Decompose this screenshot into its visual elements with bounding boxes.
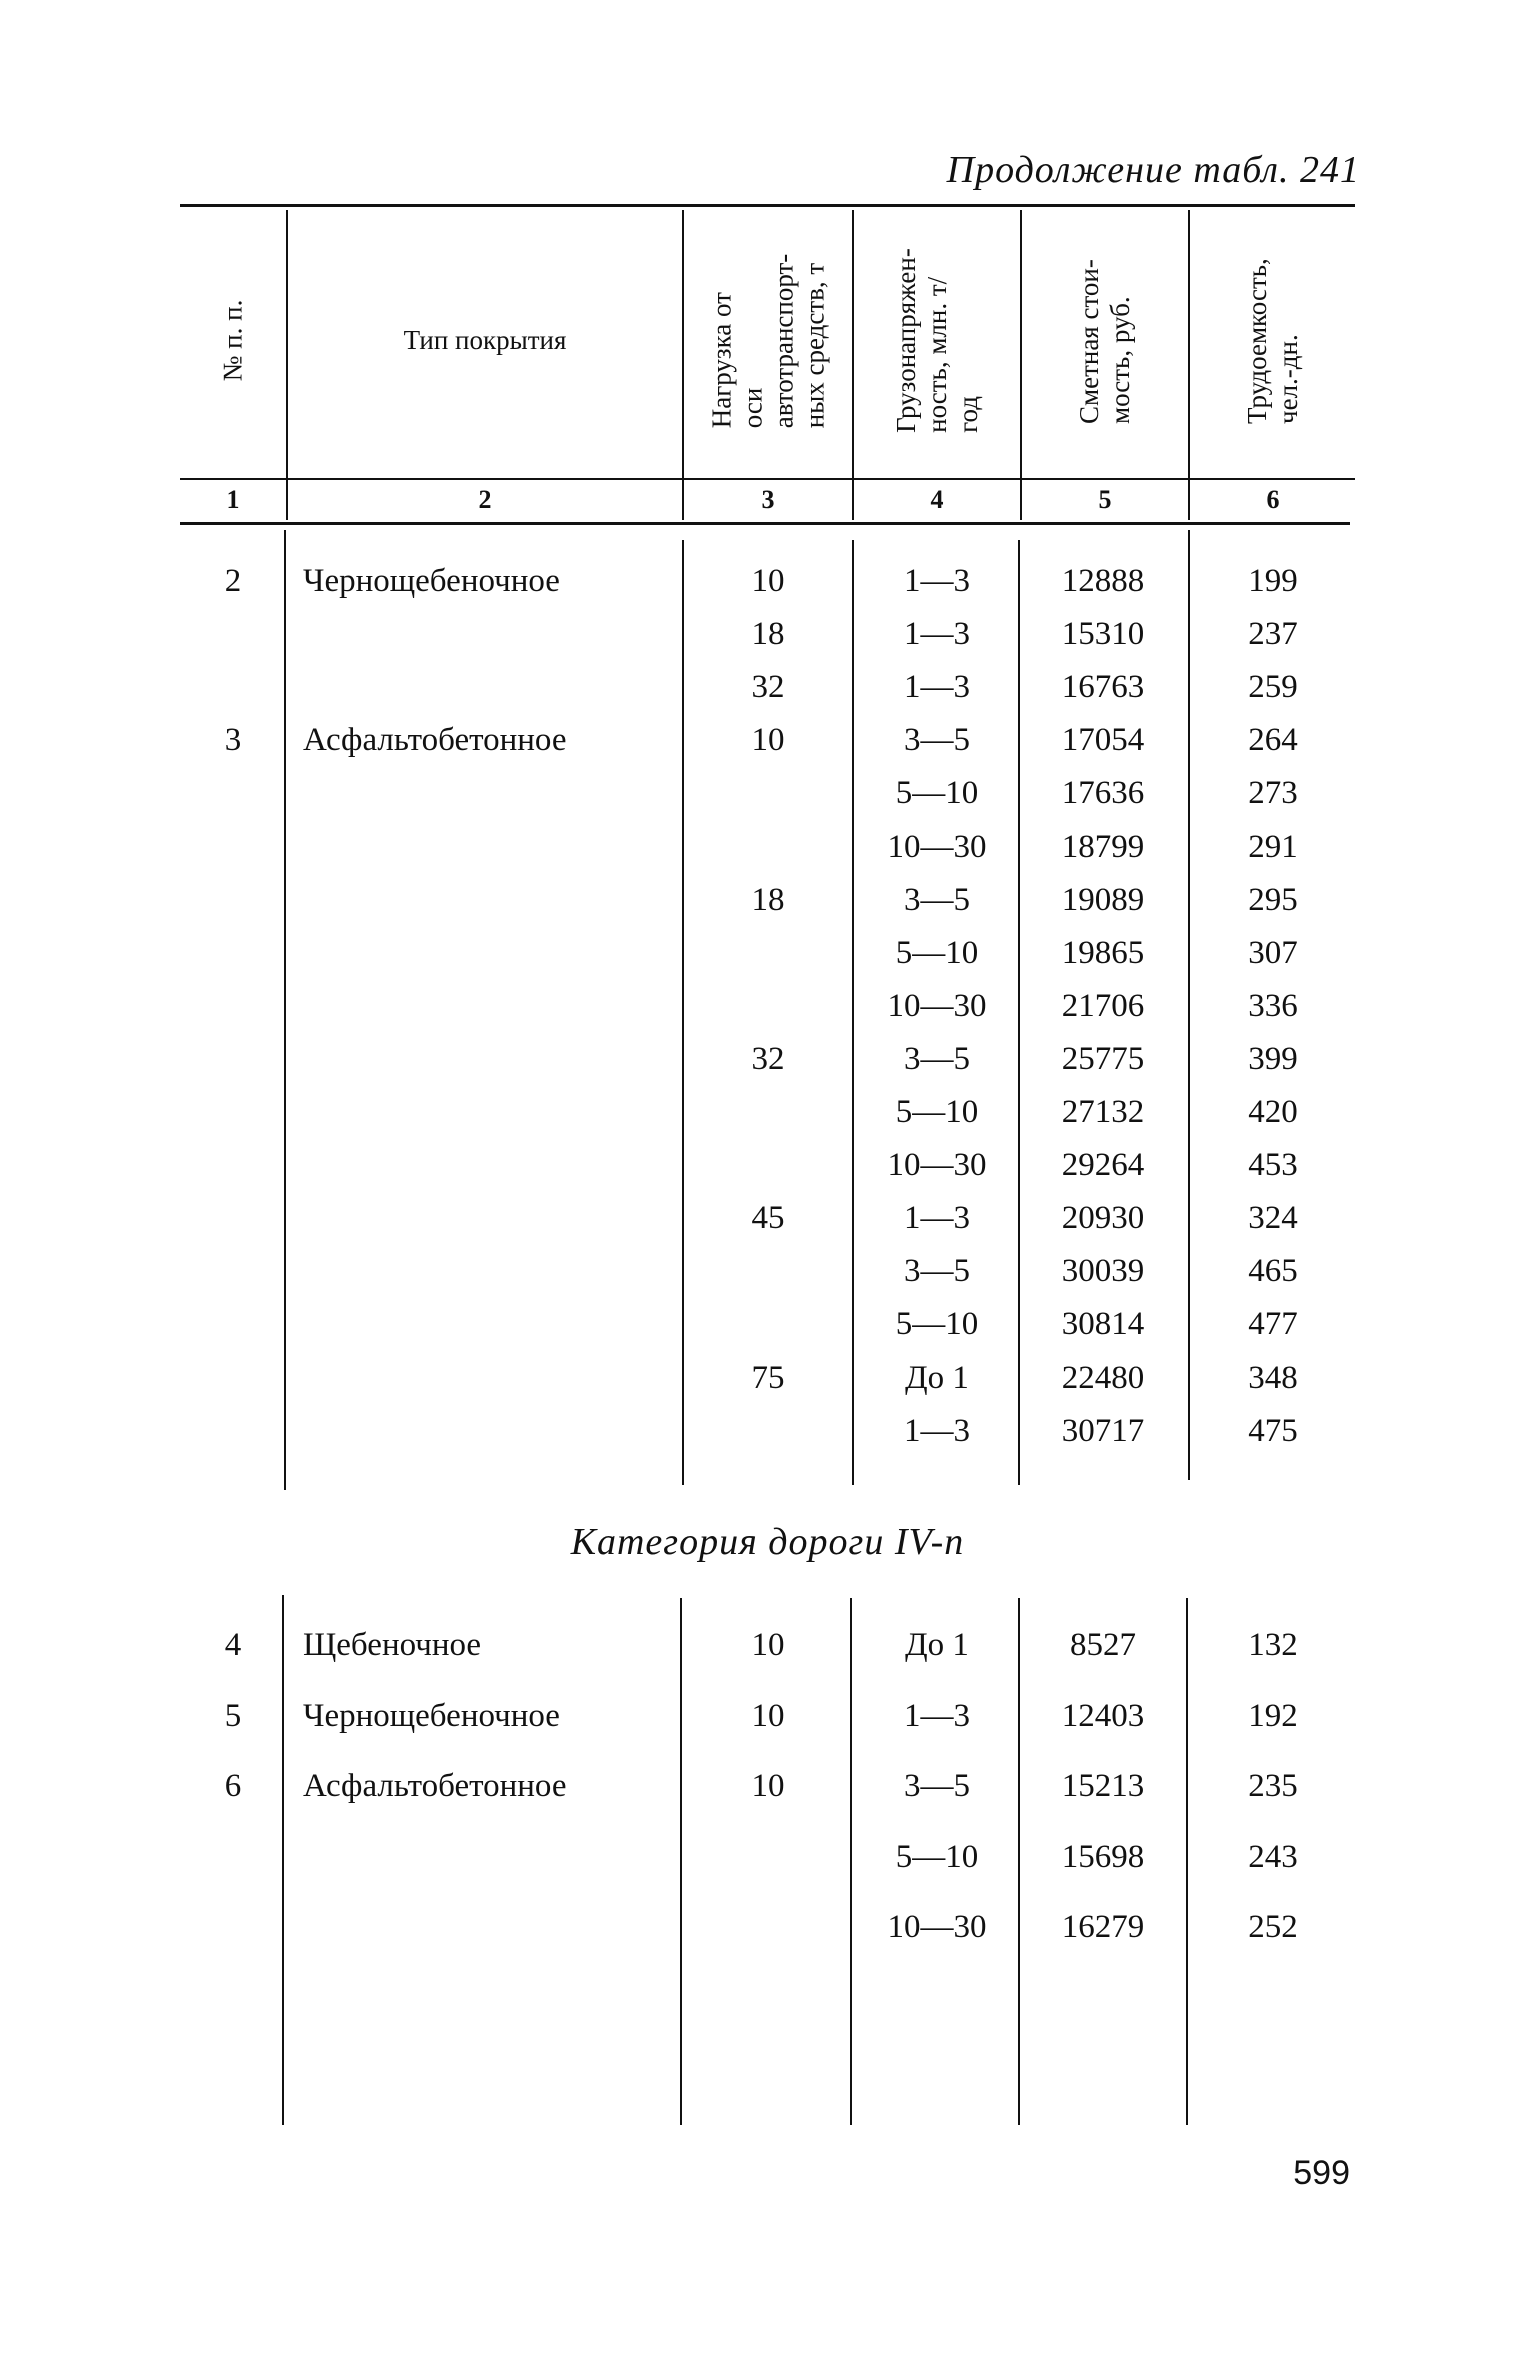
estimated-cost: 12888 (1061, 563, 1145, 599)
traffic-intensity: 5—10 (895, 1838, 979, 1875)
traffic-intensity: 3—5 (904, 1040, 970, 1077)
traffic-intensity: 3—5 (904, 1253, 970, 1290)
header-cell-labor (1190, 208, 1356, 473)
row-number: 5 (224, 1697, 242, 1734)
traffic-intensity: 1—3 (904, 616, 970, 653)
traffic-intensity: 3—5 (904, 722, 970, 759)
labor-intensity: 252 (1248, 1909, 1298, 1945)
pavement-type: Асфальтобетонное (303, 1768, 567, 1804)
labor-intensity: 199 (1248, 563, 1298, 599)
header-label: Трудоемкость, чел.-дн. (1242, 257, 1303, 424)
labor-intensity: 475 (1248, 1412, 1298, 1449)
traffic-intensity: 5—10 (895, 934, 979, 971)
estimated-cost: 21706 (1061, 987, 1145, 1024)
labor-intensity: 132 (1248, 1627, 1298, 1663)
pavement-type: Чернощебеночное (303, 563, 560, 599)
column-number: 6 (1266, 485, 1280, 514)
estimated-cost: 8527 (1070, 1627, 1136, 1663)
axle-load: 75 (751, 1359, 785, 1396)
estimated-cost: 30717 (1061, 1412, 1145, 1449)
traffic-intensity: 1—3 (904, 563, 970, 599)
row-number: 3 (224, 722, 242, 759)
traffic-intensity: 5—10 (895, 1094, 979, 1130)
traffic-intensity: 1—3 (904, 1200, 970, 1237)
estimated-cost: 20930 (1061, 1200, 1145, 1237)
estimated-cost: 17636 (1061, 775, 1145, 812)
traffic-intensity: 1—3 (904, 1412, 970, 1449)
estimated-cost: 15310 (1061, 616, 1145, 653)
traffic-intensity: До 1 (905, 1627, 969, 1663)
column-number-rule (180, 522, 1350, 525)
labor-intensity: 465 (1248, 1253, 1298, 1290)
estimated-cost: 25775 (1061, 1040, 1145, 1077)
column-number: 3 (761, 485, 775, 514)
estimated-cost: 17054 (1061, 722, 1145, 759)
estimated-cost: 30039 (1061, 1253, 1145, 1290)
axle-load: 10 (751, 1697, 785, 1734)
estimated-cost: 18799 (1061, 828, 1145, 865)
pavement-type: Щебеночное (303, 1627, 482, 1663)
estimated-cost: 15213 (1061, 1768, 1145, 1804)
traffic-intensity: До 1 (905, 1359, 969, 1396)
column-number: 4 (930, 485, 944, 514)
estimated-cost: 16763 (1061, 669, 1145, 706)
axle-load: 10 (751, 563, 785, 599)
header-label: Нагрузка от оси автотранспорт-ных средств, т (706, 253, 830, 428)
labor-intensity: 259 (1248, 669, 1298, 706)
axle-load: 32 (751, 1040, 785, 1077)
labor-intensity: 399 (1248, 1040, 1298, 1077)
header-label: Сметная стои-мость, руб. (1074, 258, 1135, 424)
page-number: 599 (1293, 2154, 1350, 2192)
axle-load: 18 (751, 881, 785, 918)
header-cell-type (288, 208, 682, 473)
labor-intensity: 477 (1248, 1306, 1298, 1343)
labor-intensity: 307 (1248, 934, 1298, 971)
labor-intensity: 420 (1248, 1094, 1298, 1130)
estimated-cost: 27132 (1061, 1094, 1145, 1130)
traffic-intensity: 10—30 (887, 828, 987, 865)
labor-intensity: 235 (1248, 1768, 1298, 1804)
labor-intensity: 273 (1248, 775, 1298, 812)
traffic-intensity: 3—5 (904, 881, 970, 918)
estimated-cost: 12403 (1061, 1697, 1145, 1734)
axle-load: 10 (751, 1627, 785, 1663)
category-heading: Категория дороги IV-п (570, 1521, 965, 1563)
pavement-type: Асфальтобетонное (303, 722, 567, 759)
axle-load: 32 (751, 669, 785, 706)
traffic-intensity: 10—30 (887, 1147, 987, 1184)
row-number: 4 (224, 1627, 242, 1663)
column-number: 1 (226, 485, 240, 514)
axle-load: 10 (751, 1768, 785, 1804)
estimated-cost: 30814 (1061, 1306, 1145, 1343)
estimated-cost: 19089 (1061, 881, 1145, 918)
body-divider (284, 530, 286, 1490)
table-caption: Продолжение табл. 241 (946, 149, 1360, 191)
labor-intensity: 348 (1248, 1359, 1298, 1396)
axle-load: 45 (751, 1200, 785, 1237)
body-divider (282, 1595, 284, 2125)
header-label: Тип покрытия (403, 325, 567, 355)
column-number: 2 (478, 485, 492, 514)
column-number: 5 (1098, 485, 1112, 514)
labor-intensity: 324 (1248, 1200, 1298, 1237)
estimated-cost: 29264 (1061, 1147, 1145, 1184)
labor-intensity: 295 (1248, 881, 1298, 918)
traffic-intensity: 10—30 (887, 1909, 987, 1945)
header-label: Грузонапряжен-ность, млн. т/год (890, 248, 983, 433)
header-cell-traffic (854, 208, 1020, 473)
traffic-intensity: 5—10 (895, 1306, 979, 1343)
labor-intensity: 192 (1248, 1697, 1298, 1734)
labor-intensity: 264 (1248, 722, 1298, 759)
row-number: 2 (224, 563, 242, 599)
body-divider (850, 1598, 852, 2125)
traffic-intensity: 10—30 (887, 987, 987, 1024)
labor-intensity: 237 (1248, 616, 1298, 653)
axle-load: 10 (751, 722, 785, 759)
header-bottom-rule (180, 478, 1355, 480)
header-label: № п. п. (217, 299, 248, 382)
header-cell-load (684, 208, 852, 473)
estimated-cost: 22480 (1061, 1359, 1145, 1396)
table-top-rule (180, 204, 1355, 207)
traffic-intensity: 1—3 (904, 1697, 970, 1734)
estimated-cost: 19865 (1061, 934, 1145, 971)
estimated-cost: 15698 (1061, 1838, 1145, 1875)
estimated-cost: 16279 (1061, 1909, 1145, 1945)
header-cell-number (180, 208, 286, 473)
body-divider (1186, 1598, 1188, 2125)
traffic-intensity: 3—5 (904, 1768, 970, 1804)
labor-intensity: 453 (1248, 1147, 1298, 1184)
labor-intensity: 291 (1248, 828, 1298, 865)
row-number: 6 (224, 1768, 242, 1804)
axle-load: 18 (751, 616, 785, 653)
labor-intensity: 243 (1248, 1838, 1298, 1875)
body-divider (680, 1598, 682, 2125)
traffic-intensity: 1—3 (904, 669, 970, 706)
traffic-intensity: 5—10 (895, 775, 979, 812)
labor-intensity: 336 (1248, 987, 1298, 1024)
column-number-row (0, 485, 1535, 525)
pavement-type: Чернощебеночное (303, 1697, 560, 1734)
header-cell-cost (1022, 208, 1188, 473)
